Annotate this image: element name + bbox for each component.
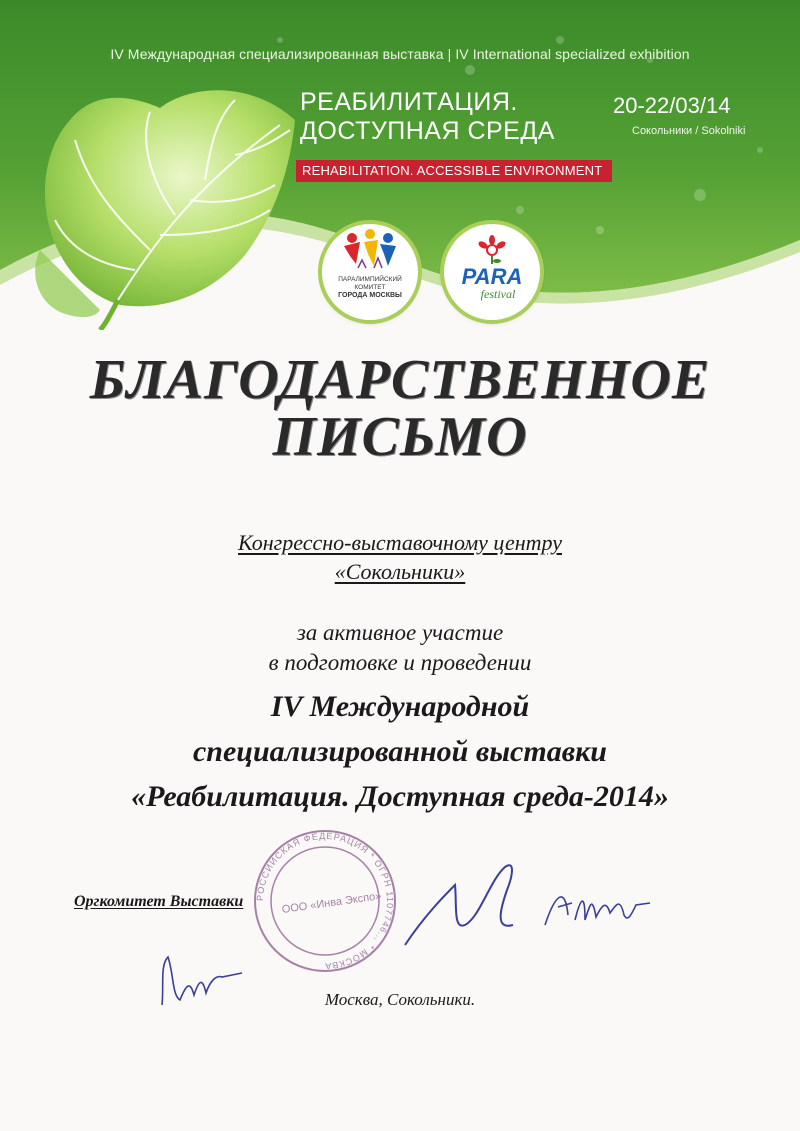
official-stamp	[240, 826, 410, 976]
recipient-line2: «Сокольники»	[334, 559, 466, 584]
header-banner	[0, 0, 800, 330]
festival-logo-text: festival	[480, 287, 516, 301]
body-line5: «Реабилитация. Доступная среда-2014»	[131, 780, 669, 813]
exhibition-title-en: REHABILITATION. ACCESSIBLE ENVIRONMENT	[296, 160, 612, 182]
signature-1	[395, 855, 535, 955]
para-festival-graphic	[444, 224, 540, 320]
paralympic-caption-line2: ГОРОДА МОСКВЫ	[338, 292, 402, 299]
leaf-illustration	[35, 90, 295, 330]
letter-heading-line2: ПИСЬМО	[272, 406, 528, 468]
para-festival-logo	[444, 224, 540, 320]
exhibition-venue: Сокольники / Sokolniki	[632, 125, 746, 137]
body-line2: в подготовке и проведении	[268, 650, 532, 675]
exhibition-title-line2: ДОСТУПНАЯ СРЕДА	[300, 117, 555, 145]
recipient-line1: Конгрессно-выставочному центру	[237, 530, 563, 555]
paralympic-caption-line1: ПАРАЛИМПИЙСКИЙ КОМИТЕТ	[338, 276, 402, 291]
body-line4: специализированной выставки	[192, 735, 607, 768]
exhibition-title-line1: РЕАБИЛИТАЦИЯ.	[300, 88, 518, 116]
exhibition-dates: 20-22/03/14	[613, 93, 731, 118]
flower-icon	[477, 235, 507, 264]
signature-2	[540, 875, 660, 935]
letter-place: Москва, Сокольники.	[324, 990, 476, 1009]
exhibition-line: IV Международная специализированная выставка | IV International specialized exhibition	[110, 46, 690, 62]
stamp-outer-text: РОССИЙСКАЯ ФЕДЕРАЦИЯ * ОГРН 1107746... * МОСКВА	[254, 830, 396, 972]
signatory-label: Оргкомитет Выставки	[74, 893, 244, 910]
stamp-inner-text: ООО «Инва Экспо»	[281, 890, 383, 916]
letter-heading-line1: БЛАГОДАРСТВЕННОЕ	[89, 349, 711, 411]
para-logo-text: PARA	[461, 264, 523, 289]
exhibition-title	[300, 88, 555, 146]
body-line3: IV Международной	[270, 690, 530, 723]
paralympic-caption	[322, 276, 418, 300]
body-line1: за активное участие	[296, 620, 504, 645]
paralympic-committee-logo	[322, 224, 418, 320]
